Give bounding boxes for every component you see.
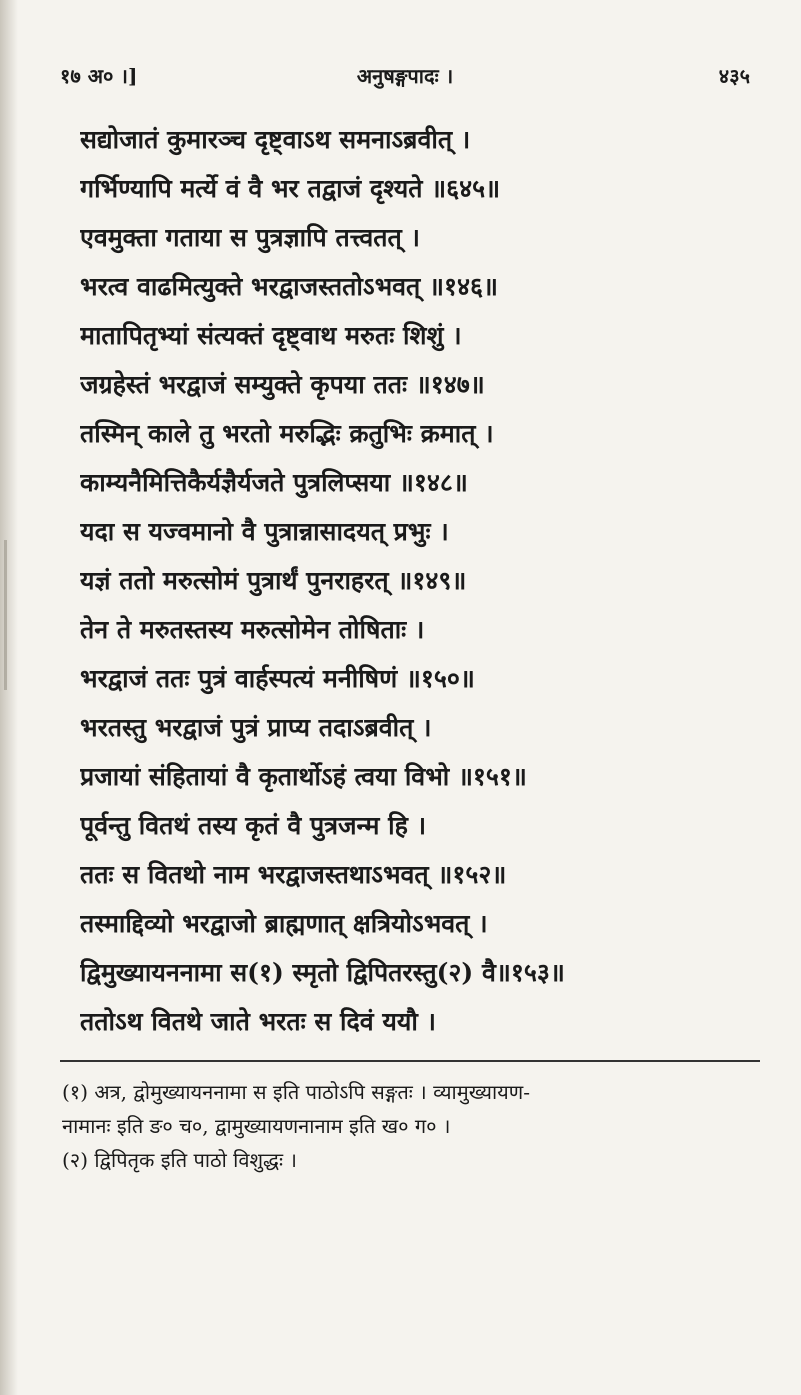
footnote-line: (१) अत्र, द्वोमुख्यायननामा स इति पाठोऽपि सङ्गतः । व्यामुख्यायण-	[62, 1080, 530, 1104]
verse-line: गर्भिण्यापि मर्त्ये वं वै भर तद्वाजं दृश्यते ॥६४५॥	[80, 174, 501, 203]
verse-line: भरद्वाजं ततः पुत्रं वार्हस्पत्यं मनीषिणं ॥१५०॥	[80, 664, 475, 693]
running-header	[60, 62, 750, 96]
running-title: अनुषङ्गपादः ।	[356, 64, 454, 88]
verse-line: तस्मिन् काले तु भरतो मरुद्भिः क्रतुभिः क्रमात् ।	[80, 419, 494, 448]
page-gutter-shadow	[0, 0, 18, 1395]
verse-line: प्रजायां संहितायां वै कृतार्थोऽहं त्वया विभो ॥१५१॥	[80, 762, 527, 791]
chapter-reference: १७ अ० ।]	[60, 64, 138, 88]
verse-line: मातापितृभ्यां संत्यक्तं दृष्ट्वाथ मरुतः शिशुं ।	[80, 321, 462, 350]
verse-line: यज्ञं ततो मरुत्सोमं पुत्रार्थं पुनराहरत् ॥१४९॥	[80, 566, 467, 595]
verse-line: भरतस्तु भरद्वाजं पुत्रं प्राप्य तदाऽब्रवीत् ।	[80, 713, 432, 742]
verse-line: द्विमुख्यायननामा स(१) स्मृतो द्विपितरस्तु(२) वै॥१५३॥	[80, 958, 565, 987]
footnote-line: (२) द्विपितृक इति पाठो विशुद्धः ।	[62, 1148, 298, 1172]
verse-text-block	[80, 115, 740, 1046]
verse-line: तस्माद्दिव्यो भरद्वाजो ब्राह्मणात् क्षत्रियोऽभवत् ।	[80, 909, 488, 938]
verse-line: तेन ते मरुतस्तस्य मरुत्सोमेन तोषिताः ।	[80, 615, 425, 644]
verse-line: जग्रहेस्तं भरद्वाजं सम्युक्ते कृपया ततः ॥१४७॥	[80, 370, 485, 399]
footnotes-block	[62, 1075, 757, 1177]
verse-line: ततः स वितथो नाम भरद्वाजस्तथाऽभवत् ॥१५२॥	[80, 860, 507, 889]
footnote-divider	[60, 1060, 760, 1062]
footnote-line: नामानः इति ङ० च०, द्वामुख्यायणनानाम इति ख० ग० ।	[62, 1114, 451, 1138]
verse-line: पूर्वन्तु वितथं तस्य कृतं वै पुत्रजन्म हि ।	[80, 811, 427, 840]
page-number: ४३५	[718, 64, 750, 88]
verse-line: ततोऽथ वितथे जाते भरतः स दिवं ययौ ।	[80, 1007, 437, 1036]
verse-line: काम्यनैमित्तिकैर्यज्ञैर्यजते पुत्रलिप्सया ॥१४८॥	[80, 468, 468, 497]
binding-mark	[4, 540, 7, 690]
verse-line: यदा स यज्वमानो वै पुत्रान्नासादयत् प्रभुः ।	[80, 517, 449, 546]
verse-line: एवमुक्ता गताया स पुत्रज्ञापि तत्त्वतत् ।	[80, 223, 420, 252]
verse-line: भरत्व वाढमित्युक्ते भरद्वाजस्ततोऽभवत् ॥१४६॥	[80, 272, 498, 301]
verse-line: सद्योजातं कुमारञ्च दृष्ट्वाऽथ समनाऽब्रवीत् ।	[80, 125, 471, 154]
